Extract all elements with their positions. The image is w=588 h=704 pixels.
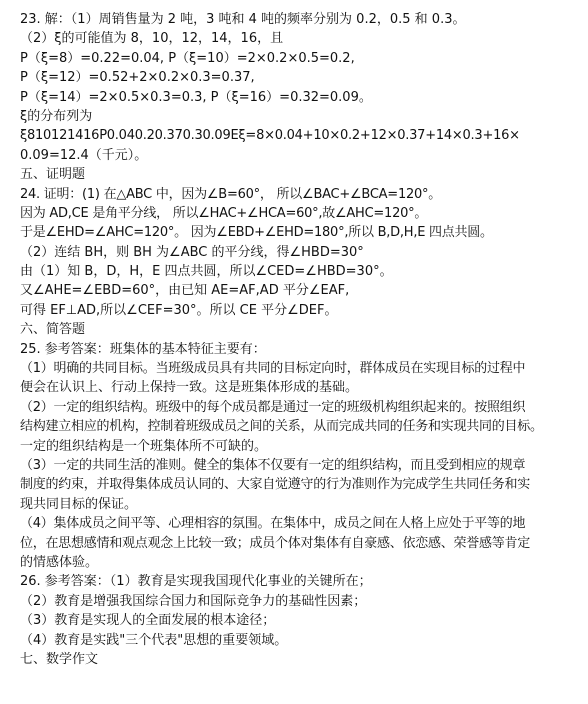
- q23-line-8: 0.09=12.4（千元）。: [20, 147, 148, 163]
- q25-line-5: 结构建立相应的机构，控制着班级成员之间的关系，从而完成共同的任务和实现共同的目标。: [20, 419, 543, 435]
- q23-line-7: ξ810121416P0.040.20.370.30.09Eξ=8×0.04+10×0.2+12×0.37+14×0.3+16×: [20, 128, 520, 144]
- q25-line-2: （1）明确的共同目标。当班级成员具有共同的目标定向时，群体成员在实现目标的过程中: [20, 361, 526, 377]
- q23-line-3: P（ξ=8）=0.22=0.04, P（ξ=10）=2×0.2×0.5=0.2,: [20, 50, 355, 66]
- q25-line-9: 现共同目标的保证。: [20, 496, 138, 512]
- q23-line-6: ξ的分布列为: [20, 108, 93, 124]
- q23-line-5: P（ξ=14）=2×0.5×0.3=0.3, P（ξ=16）=0.32=0.09。: [20, 89, 372, 105]
- q26-line-1: 26. 参考答案：（1）教育是实现我国现代化事业的关键所在；: [20, 574, 372, 590]
- q26-line-4: （4）教育是实践"三个代表"思想的重要领域。: [20, 632, 288, 648]
- q24-line-7: 可得 EF⊥AD,所以∠CEF=30°。所以 CE 平分∠DEF。: [20, 302, 338, 318]
- q23-line-1: 23. 解：（1）周销售量为 2 吨，3 吨和 4 吨的频率分别为 0.2，0.5 和 0.3。: [20, 12, 466, 27]
- q24-line-3: 于是∠EHD=∠AHC=120°。 因为∠EBD+∠EHD=180°,所以 B,D,H,E 四点共圆。: [20, 225, 493, 241]
- q23-line-2: （2）ξ的可能值为 8，10，12，14，16，且: [20, 31, 284, 47]
- q24-line-4: （2）连结 BH，则 BH 为∠ABC 的平分线，得∠HBD=30°: [20, 244, 364, 260]
- q25-line-3: 便会在认识上、行动上保持一致。这是班集体形成的基础。: [20, 380, 359, 396]
- section-heading-short-answer: 六、简答题: [20, 322, 86, 338]
- q25-line-10: （4）集体成员之间平等、心理相容的氛围。在集体中，成员之间在人格上应处于平等的地: [20, 516, 526, 532]
- section-heading-math-essay: 七、数学作文: [20, 651, 99, 667]
- q25-line-12: 的情感体验。: [20, 554, 99, 570]
- q25-line-1: 25. 参考答案：班集体的基本特征主要有：: [20, 341, 266, 357]
- q25-line-4: （2）一定的组织结构。班级中的每个成员都是通过一定的班级机构组织起来的。按照组织: [20, 399, 526, 415]
- section-heading-proof: 五、证明题: [20, 167, 86, 183]
- q26-line-2: （2）教育是增强我国综合国力和国际竞争力的基础性因素；: [20, 593, 367, 609]
- q23-line-4: P（ξ=12）=0.52+2×0.2×0.3=0.37,: [20, 70, 255, 86]
- q25-line-6: 一定的组织结构是一个班集体所不可缺的。: [20, 438, 268, 454]
- q24-line-5: 由（1）知 B，D，H，E 四点共圆，所以∠CED=∠HBD=30°。: [20, 264, 393, 280]
- q25-line-8: 制度的约束，并取得集体成员认同的、大家自觉遵守的行为准则作为完成学生共同任务和实: [20, 477, 531, 493]
- q25-line-11: 位，在思想感情和观点观念上比较一致；成员个体对集体有自豪感、依恋感、荣誉感等肯定: [20, 535, 531, 551]
- q24-line-1: 24. 证明：(1) 在△ABC 中，因为∠B=60°， 所以∠BAC+∠BCA=120°。: [20, 186, 442, 202]
- q24-line-2: 因为 AD,CE 是角平分线， 所以∠HAC+∠HCA=60°,故∠AHC=120°。: [20, 205, 428, 221]
- q26-line-3: （3）教育是实现人的全面发展的根本途径；: [20, 613, 276, 629]
- q25-line-7: （3）一定的共同生活的准则。健全的集体不仅要有一定的组织结构，而且受到相应的规章: [20, 457, 526, 473]
- q24-line-6: 又∠AHE=∠EBD=60°，由已知 AE=AF,AD 平分∠EAF,: [20, 283, 350, 299]
